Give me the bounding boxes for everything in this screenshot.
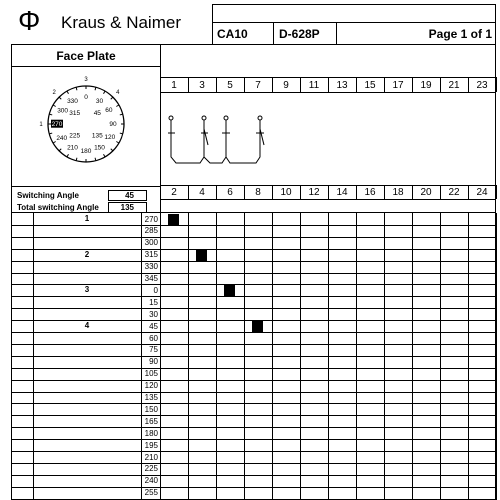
table-row-line [11, 237, 496, 238]
contact-closed-marker [168, 214, 179, 225]
total-angle-value: 135 [120, 203, 134, 212]
bottom-terminal-number: 8 [255, 187, 261, 198]
contact-pair-1-2 [168, 116, 208, 163]
bridge-link [204, 157, 226, 163]
table-row-line [11, 225, 496, 226]
face-plate-dial [11, 67, 161, 187]
angle-value: 105 [144, 369, 158, 379]
top-terminal-col-line [496, 77, 497, 92]
dial-angle-label: 0 [84, 94, 88, 102]
table-row-line [11, 296, 496, 297]
bottom-terminal-number: 14 [336, 187, 348, 198]
bottom-terminal-number: 24 [476, 187, 488, 198]
position-number: 3 [84, 285, 90, 295]
dial-tick [53, 105, 56, 107]
total-angle-label: Total switching Angle [17, 203, 99, 212]
angle-value: 180 [144, 428, 158, 438]
angle-value: 30 [149, 309, 158, 319]
angle-value: 75 [149, 345, 158, 355]
dial-tick [104, 154, 106, 157]
dial-angle-label: 90 [109, 121, 117, 129]
dial-angle-label: 300 [57, 107, 69, 115]
table-row-line [11, 487, 496, 488]
table-row-line [11, 380, 496, 381]
dial-angle-label: 270 [51, 121, 63, 129]
header-frame-right [495, 4, 496, 44]
top-terminal-number: 3 [199, 80, 205, 91]
contact-pair-3-4 [222, 116, 264, 163]
dial-tick [104, 91, 106, 94]
table-row-line [11, 463, 496, 464]
header-frame-left [212, 4, 213, 44]
brand-symbol: Φ [18, 5, 41, 36]
top-terminal-number: 17 [392, 80, 404, 91]
top-terminal-number: 1 [171, 80, 177, 91]
table-row-line [11, 332, 496, 333]
top-terminal-number: 5 [227, 80, 233, 91]
bottom-terminals-bottom [160, 199, 496, 200]
position-number: 4 [84, 321, 90, 331]
top-terminal-number: 23 [476, 80, 488, 91]
brand-name: Kraus & Naimer [61, 13, 181, 32]
top-terminal-number: 7 [255, 80, 261, 91]
table-row-line [11, 344, 496, 345]
angle-value: 150 [144, 404, 158, 414]
top-terminal-number: 9 [283, 80, 289, 91]
dial-position-number: 1 [39, 122, 43, 128]
code-label: D-628P [279, 27, 320, 41]
dial-angle-label: 120 [104, 133, 116, 141]
switching-bottom-line [11, 212, 496, 213]
dial-tick [116, 142, 119, 144]
top-terminal-number: 13 [336, 80, 348, 91]
dial-tick [116, 105, 119, 107]
bottom-terminal-number: 16 [364, 187, 376, 198]
dial-angle-label: 225 [69, 132, 81, 140]
angle-value: 165 [144, 416, 158, 426]
angle-value: 195 [144, 440, 158, 450]
angle-value: 345 [144, 274, 158, 283]
dial-position-number: 2 [52, 90, 56, 97]
table-row-line [11, 368, 496, 369]
angle-value: 135 [144, 393, 158, 402]
dial-angle-label: 45 [93, 109, 101, 117]
header-sep-1 [273, 22, 274, 44]
dial-tick [53, 142, 56, 144]
bottom-terminal-number: 20 [420, 187, 432, 198]
bottom-terminal-number: 10 [280, 187, 292, 198]
dial-tick [111, 97, 113, 99]
position-number: 1 [84, 214, 90, 223]
dial-angle-label: 150 [94, 144, 105, 152]
header-frame-top [212, 4, 496, 5]
bottom-terminal-col-line [496, 185, 497, 199]
contact-closed-marker [224, 285, 235, 296]
angle-value: 330 [144, 262, 158, 272]
bottom-terminal-number: 4 [199, 187, 205, 198]
dial-tick [111, 149, 113, 151]
dial-angle-label: 135 [91, 132, 103, 140]
position-number: 2 [84, 249, 90, 259]
angle-value: 0 [153, 285, 158, 295]
angle-value: 270 [144, 214, 158, 224]
page-label: Page 1 of 1 [428, 27, 492, 41]
dial-angle-label: 60 [105, 106, 113, 114]
table-row-line [11, 273, 496, 274]
table-row-line [11, 439, 496, 440]
switching-top-line [11, 186, 161, 187]
dial-tick [59, 97, 61, 99]
face-plate-title: Face Plate [56, 49, 116, 63]
dial-angle-label: 210 [67, 144, 78, 152]
top-terminal-number: 11 [308, 80, 320, 91]
bottom-terminal-number: 2 [171, 187, 177, 198]
dial-angle-label: 180 [80, 148, 92, 156]
dial-position-number: 4 [116, 90, 120, 97]
angle-value: 120 [144, 381, 158, 391]
dial-angle-label: 30 [95, 97, 104, 105]
angle-value: 15 [149, 297, 158, 307]
angle-value: 255 [144, 488, 158, 498]
dial-position-number: 3 [84, 77, 88, 83]
dial-tick [67, 91, 69, 94]
bottom-terminal-number: 12 [308, 187, 320, 198]
table-row-line [11, 392, 496, 393]
angle-value: 45 [149, 321, 158, 331]
switching-angle-label: Switching Angle [17, 191, 79, 200]
top-terminal-number: 21 [448, 80, 460, 91]
angle-value: 315 [144, 250, 158, 260]
contact-closed-marker [252, 321, 263, 332]
header-mid-line [212, 22, 496, 23]
angle-value: 210 [144, 452, 158, 462]
angle-value: 90 [149, 357, 158, 367]
main-frame-top [11, 44, 496, 45]
dial-angle-label: 315 [69, 109, 81, 117]
table-row-line [11, 427, 496, 428]
header-sep-2 [336, 22, 337, 44]
switching-angle-value: 45 [125, 191, 134, 200]
table-row-line [11, 308, 496, 309]
angle-value: 225 [144, 464, 158, 474]
angle-value: 300 [144, 238, 158, 248]
contact-closed-marker [196, 250, 207, 261]
top-terminal-number: 15 [364, 80, 376, 91]
bottom-terminal-number: 22 [448, 187, 460, 198]
table-row-line [11, 356, 496, 357]
table-row-line [11, 475, 496, 476]
dial-angle-label: 330 [67, 97, 78, 105]
angle-value: 285 [144, 226, 158, 236]
dial-tick [67, 154, 69, 157]
angle-value: 240 [144, 476, 158, 486]
dial-tick [59, 149, 61, 151]
table-row-line [11, 415, 496, 416]
bottom-terminal-number: 18 [392, 187, 404, 198]
contact-circuit-diagram [160, 93, 496, 185]
grid-col-line [496, 213, 497, 500]
table-row-line [11, 403, 496, 404]
dial-angle-label: 240 [56, 135, 68, 143]
table-row-line [11, 451, 496, 452]
table-row-line [11, 261, 496, 262]
model-label: CA10 [217, 27, 248, 41]
top-terminal-number: 19 [420, 80, 432, 91]
bottom-terminal-number: 6 [227, 187, 233, 198]
table-row-line [11, 499, 496, 500]
angle-value: 60 [149, 333, 158, 343]
